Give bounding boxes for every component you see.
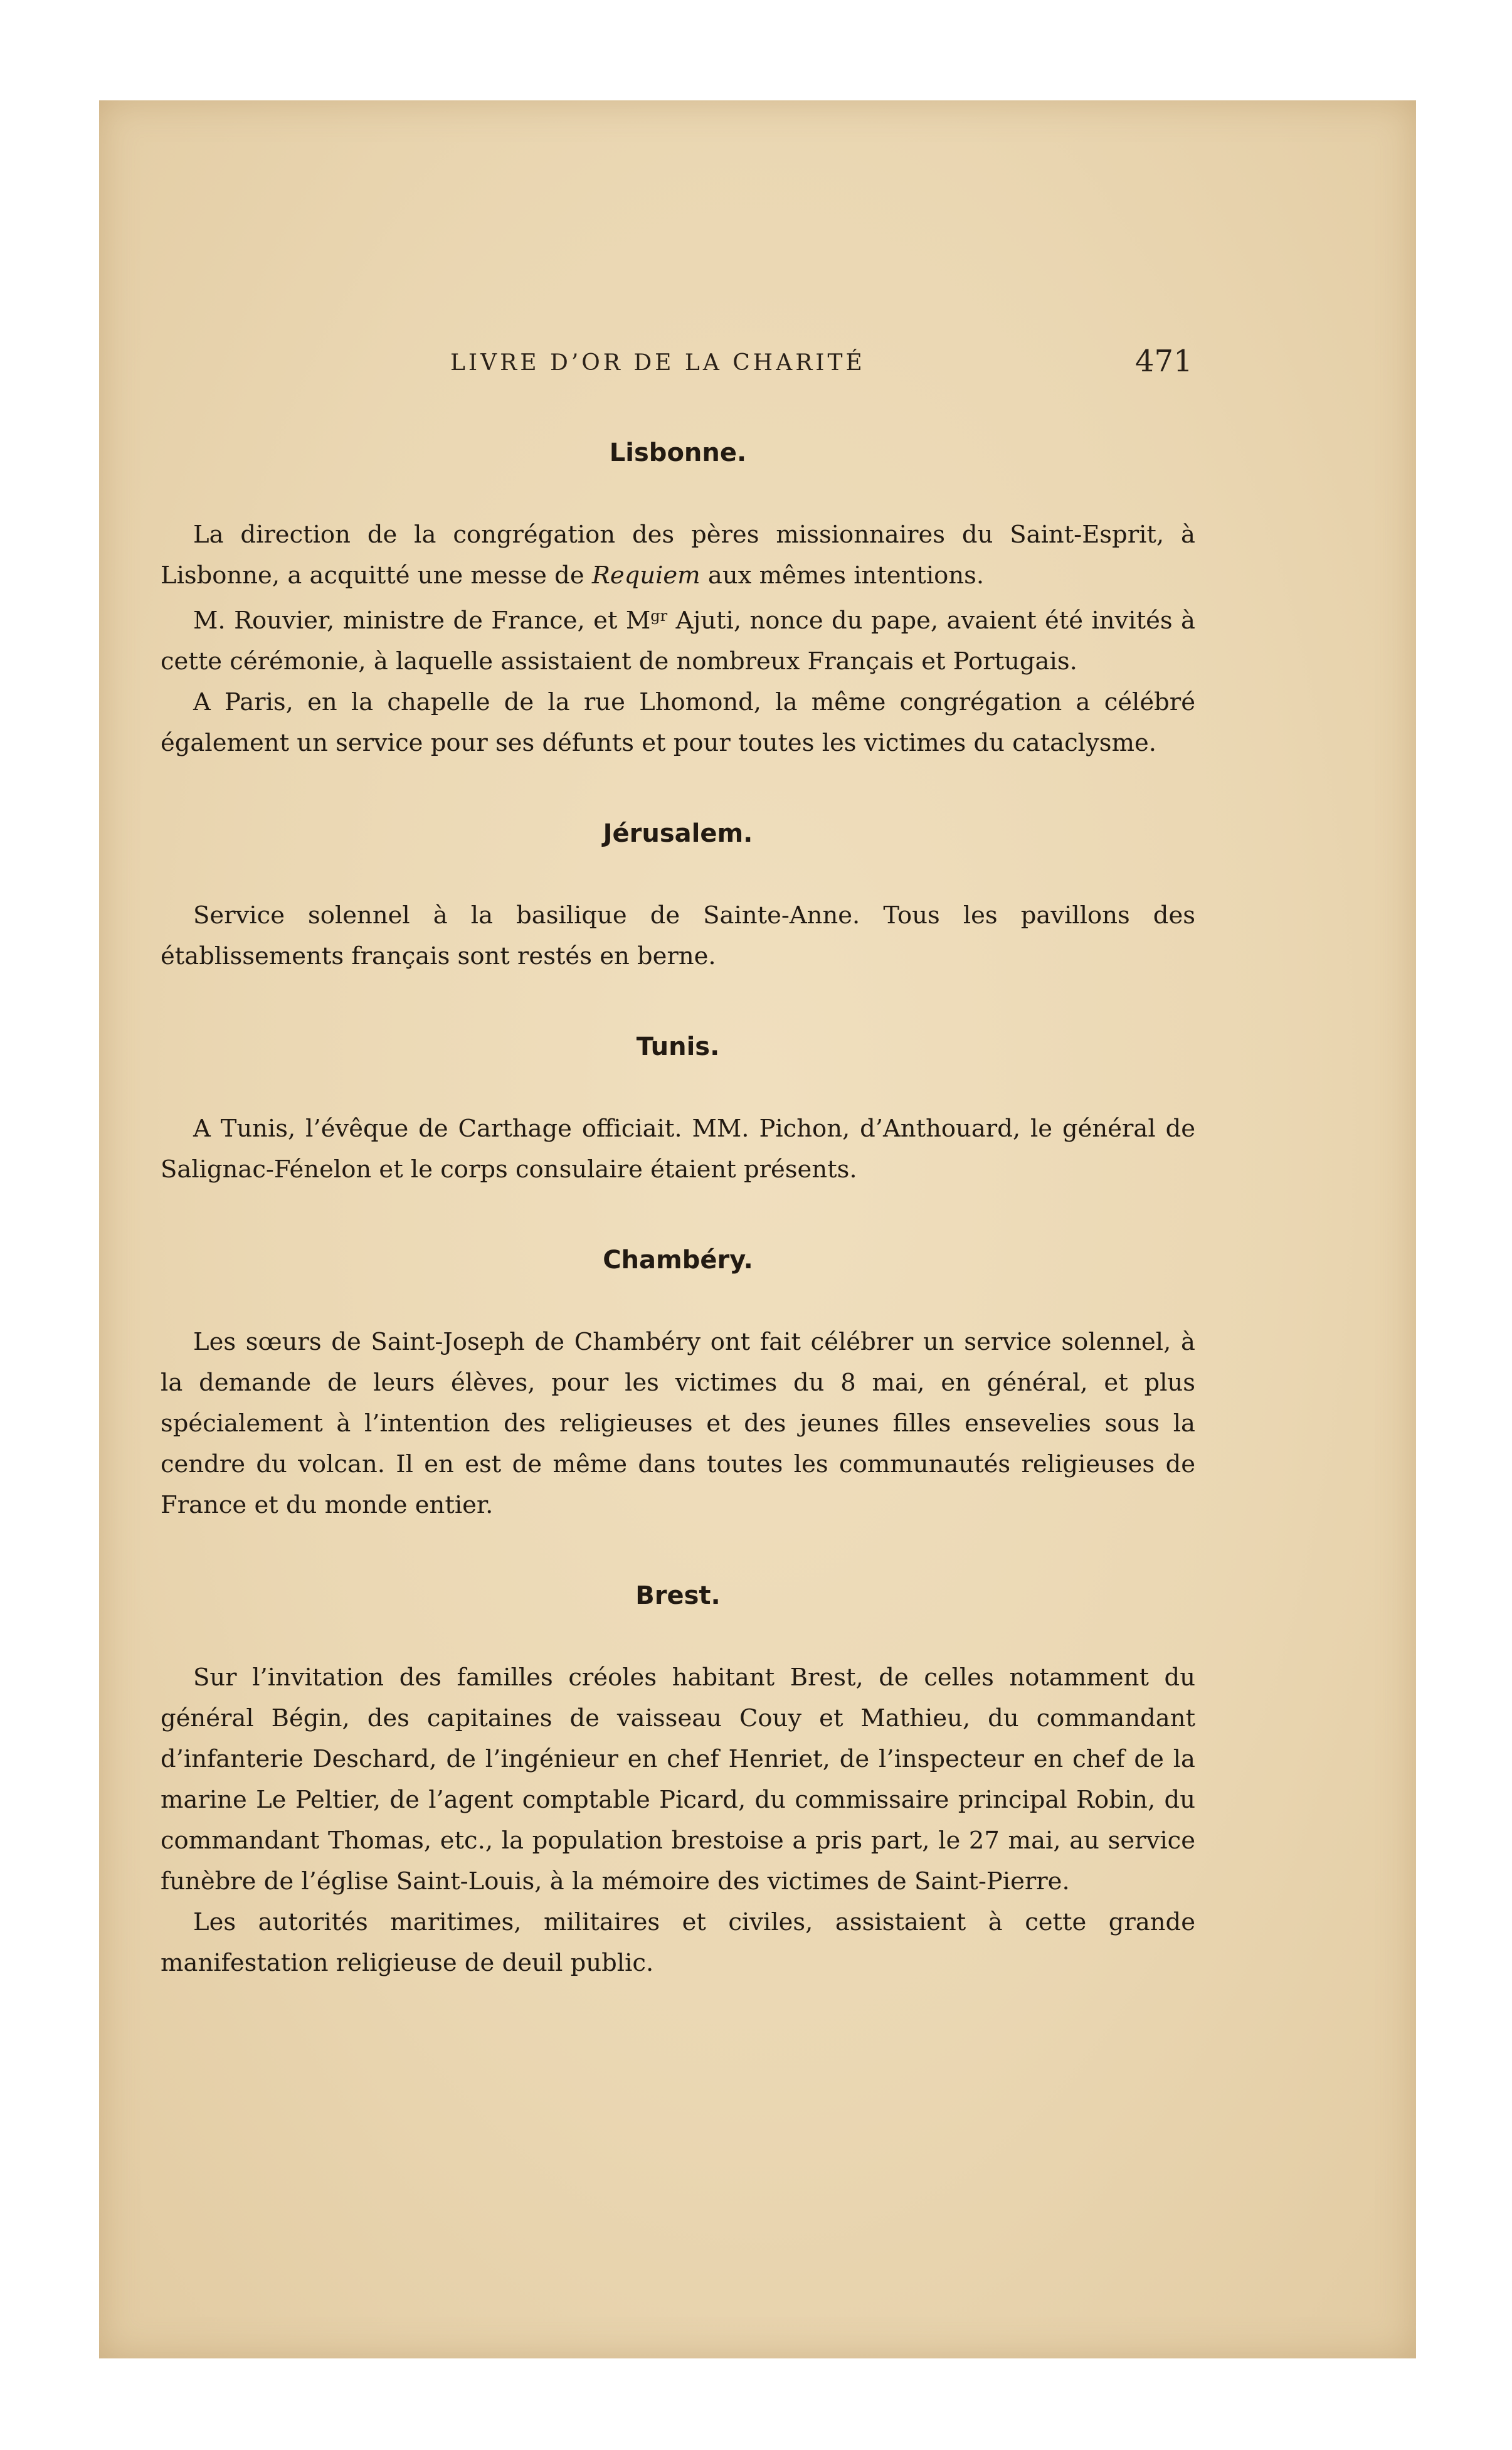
text-run: La direction de la congrégation des pères missionnaires du Saint-Esprit, à Lisbonne, a acquitté une messe de — [161, 521, 1195, 590]
section-title-brest: Brest. — [635, 1581, 721, 1610]
spacer — [161, 1525, 1195, 1576]
spacer — [161, 1068, 1195, 1108]
page-body — [161, 433, 1195, 1983]
text-run: aux mêmes intentions. — [700, 561, 985, 590]
spacer — [161, 977, 1195, 1027]
spacer — [161, 1281, 1195, 1322]
page-header — [99, 344, 1416, 381]
spacer — [161, 474, 1195, 514]
section-title-lisbonne: Lisbonne. — [609, 438, 747, 467]
spacer — [161, 854, 1195, 895]
running-title: LIVRE D’OR DE LA CHARITÉ — [450, 350, 865, 376]
spacer — [161, 1616, 1195, 1657]
paragraph: Les autorités maritimes, militaires et civiles, assistaient à cette grande manifestation religieuse de deuil public. — [161, 1908, 1195, 1977]
italic-text: Requiem — [591, 561, 700, 590]
paragraph: Les sœurs de Saint-Joseph de Chambéry ont fait célébrer un service solennel, à la demande de leurs élèves, pour les victimes du 8 mai, en général, et plus spécialement à l’intention des religieuses et des jeunes filles ensevelies sous la cendre du volcan. Il en est de même dans toutes les communautés religieuses de France et du monde entier. — [161, 1328, 1195, 1519]
paragraph: Sur l’invitation des familles créoles habitant Brest, de celles notamment du général Bégin, des capitaines de vaisseau Couy et Mathieu, du commandant d’infanterie Deschard, de l’ingénieur en chef Henriet, de l’inspecteur en chef de la marine Le Peltier, de l’agent comptable Picard, du commissaire principal Robin, du commandant Thomas, etc., la population brestoise a pris part, le 27 mai, au service funèbre de l’église Saint-Louis, à la mémoire des victimes de Saint-Pierre. — [161, 1663, 1195, 1896]
paragraph: A Paris, en la chapelle de la rue Lhomond, la même congrégation a célébré également un service pour ses défunts et pour toutes les victimes du cataclysme. — [161, 688, 1195, 757]
section-title-jerusalem: Jérusalem. — [603, 819, 753, 848]
spacer — [161, 1190, 1195, 1240]
section-title-chambery: Chambéry. — [603, 1246, 753, 1275]
text-run: M. Rouvier, ministre de France, et M — [193, 607, 651, 635]
spacer — [161, 763, 1195, 814]
paragraph — [161, 596, 1195, 682]
superscript: gr — [650, 607, 668, 625]
paragraph: Service solennel à la basilique de Sainte-Anne. Tous les pavillons des établissements français sont restés en berne. — [161, 901, 1195, 970]
section-title-tunis: Tunis. — [636, 1032, 720, 1061]
book-page — [99, 100, 1416, 2358]
page-number: 471 — [1135, 344, 1193, 379]
paragraph: A Tunis, l’évêque de Carthage officiait. MM. Pichon, d’Anthouard, le général de Salignac-Fénelon et le corps consulaire étaient présents. — [161, 1115, 1195, 1184]
paragraph — [161, 514, 1195, 596]
text-run: Ajuti, nonce du pape, avaient été invités à cette cérémonie, à laquelle assistaient de nombreux Français et Portugais. — [161, 607, 1195, 676]
